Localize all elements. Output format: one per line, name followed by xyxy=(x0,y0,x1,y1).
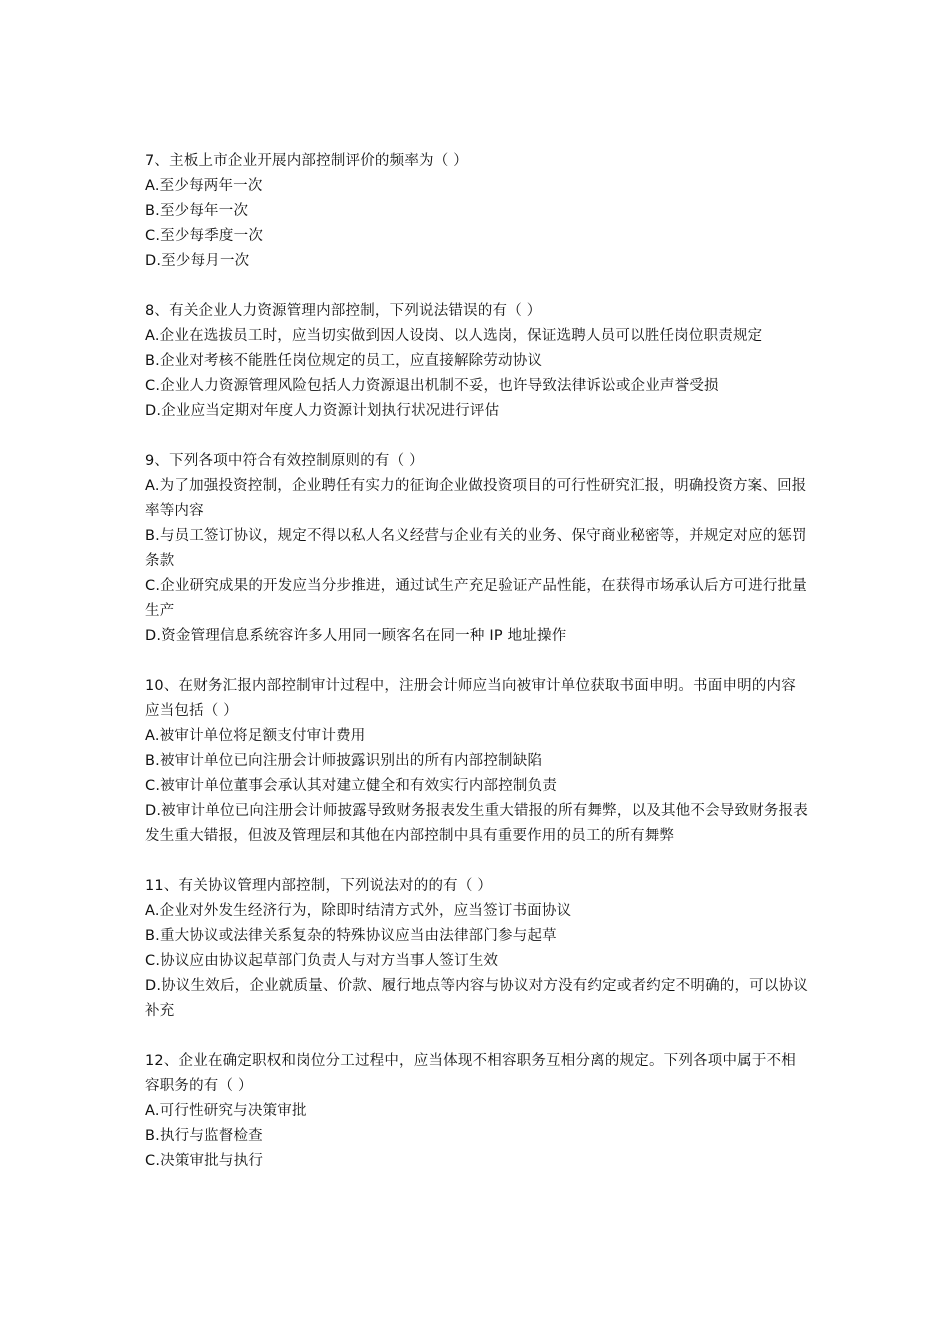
question-stem: 10、在财务汇报内部控制审计过程中，注册会计师应当向被审计单位获取书面申明。书面申明的内容应当包括（ ） xyxy=(145,678,796,719)
option-d: D.企业应当定期对年度人力资源计划执行状况进行评估 xyxy=(145,403,500,419)
option-c: C.企业人力资源管理风险包括人力资源退出机制不妥，也许导致法律诉讼或企业声誉受损 xyxy=(145,378,719,394)
question-stem: 12、企业在确定职权和岗位分工过程中，应当体现不相容职务互相分离的规定。下列各项中属于不相容职务的有（ ） xyxy=(145,1053,796,1094)
question-11 xyxy=(145,874,810,1024)
option-b: B.被审计单位已向注册会计师披露识别出的所有内部控制缺陷 xyxy=(145,753,543,769)
question-list xyxy=(145,149,810,1199)
question-7 xyxy=(145,149,810,274)
question-10 xyxy=(145,674,810,849)
option-a: A.企业对外发生经济行为，除即时结清方式外，应当签订书面协议 xyxy=(145,903,572,919)
option-b: B.与员工签订协议，规定不得以私人名义经营与企业有关的业务、保守商业秘密等，并规定对应的惩罚条款 xyxy=(145,528,807,569)
option-c: C.企业研究成果的开发应当分步推进，通过试生产充足验证产品性能，在获得市场承认后方可进行批量生产 xyxy=(145,578,807,619)
option-c: C.决策审批与执行 xyxy=(145,1153,264,1169)
question-12 xyxy=(145,1049,810,1174)
question-stem: 7、主板上市企业开展内部控制评价的频率为（ ） xyxy=(145,153,468,169)
option-a: A.可行性研究与决策审批 xyxy=(145,1103,307,1119)
option-b: B.至少每年一次 xyxy=(145,203,249,219)
option-a: A.为了加强投资控制，企业聘任有实力的征询企业做投资项目的可行性研究汇报，明确投资方案、回报率等内容 xyxy=(145,478,807,519)
question-9 xyxy=(145,449,810,649)
option-d: D.至少每月一次 xyxy=(145,253,250,269)
option-b: B.重大协议或法律关系复杂的特殊协议应当由法律部门参与起草 xyxy=(145,928,557,944)
option-d: D.协议生效后，企业就质量、价款、履行地点等内容与协议对方没有约定或者约定不明确的，可以协议补充 xyxy=(145,978,808,1019)
option-b: B.企业对考核不能胜任岗位规定的员工，应直接解除劳动协议 xyxy=(145,353,543,369)
option-c: C.协议应由协议起草部门负责人与对方当事人签订生效 xyxy=(145,953,499,969)
option-d: D.被审计单位已向注册会计师披露导致财务报表发生重大错报的所有舞弊，以及其他不会导致财务报表发生重大错报，但波及管理层和其他在内部控制中具有重要作用的员工的所有舞弊 xyxy=(145,803,808,844)
question-stem: 8、有关企业人力资源管理内部控制，下列说法错误的有（ ） xyxy=(145,303,542,319)
option-b: B.执行与监督检查 xyxy=(145,1128,263,1144)
question-stem: 9、下列各项中符合有效控制原则的有（ ） xyxy=(145,453,424,469)
option-a: A.企业在选拔员工时，应当切实做到因人设岗、以人选岗，保证选聘人员可以胜任岗位职责规定 xyxy=(145,328,763,344)
option-a: A.至少每两年一次 xyxy=(145,178,263,194)
option-c: C.至少每季度一次 xyxy=(145,228,264,244)
question-8 xyxy=(145,299,810,424)
option-c: C.被审计单位董事会承认其对建立健全和有效实行内部控制负责 xyxy=(145,778,558,794)
option-a: A.被审计单位将足额支付审计费用 xyxy=(145,728,366,744)
option-d: D.资金管理信息系统容许多人用同一顾客名在同一种 IP 地址操作 xyxy=(145,628,567,644)
question-stem: 11、有关协议管理内部控制，下列说法对的的有（ ） xyxy=(145,878,493,894)
